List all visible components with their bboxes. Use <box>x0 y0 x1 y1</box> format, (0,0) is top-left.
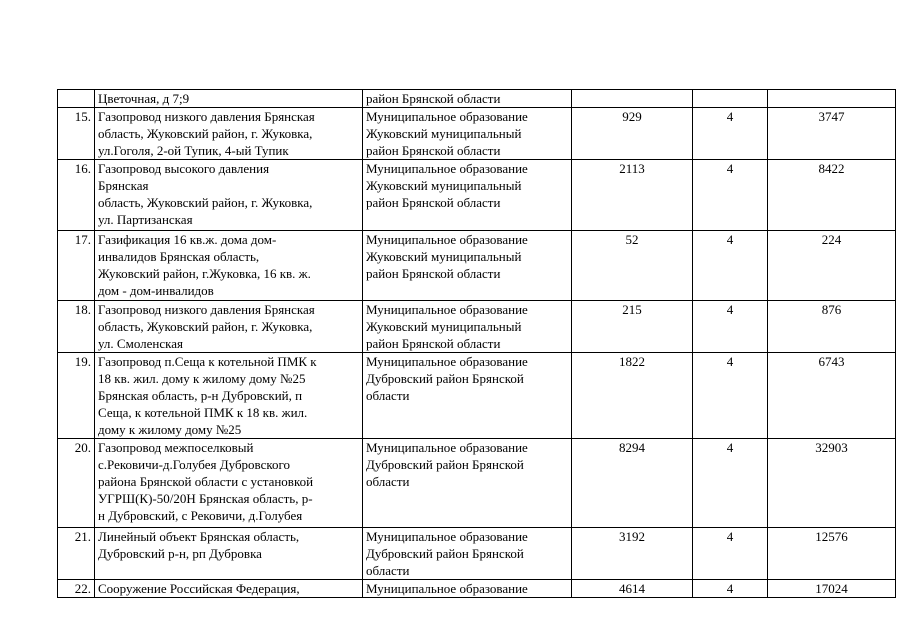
value-cell <box>693 90 768 108</box>
owner-cell-line: Муниципальное образование <box>366 581 528 596</box>
object-name-cell-line: Сооружение Российская Федерация, <box>98 581 300 596</box>
object-name-cell-line: дом - дом-инвалидов <box>98 283 214 298</box>
owner-cell <box>363 90 572 108</box>
object-name-cell-line: ул.Гоголя, 2-ой Тупик, 4-ый Тупик <box>98 143 289 158</box>
object-name-cell-line: Газификация 16 кв.ж. дома дом- <box>98 232 277 247</box>
object-name-cell <box>95 528 363 580</box>
owner-cell-line: Муниципальное образование <box>366 161 528 176</box>
total-cell: 32903 <box>768 439 896 528</box>
total-cell: 12576 <box>768 528 896 580</box>
value-cell: 4 <box>693 231 768 301</box>
object-name-cell-line: Дубровский р-н, рп Дубровка <box>98 546 262 561</box>
object-name-cell <box>95 231 363 301</box>
object-name-cell-line: область, Жуковский район, г. Жуковка, <box>98 319 313 334</box>
owner-cell <box>363 160 572 231</box>
row-number-cell: 17. <box>58 231 95 301</box>
object-name-cell-line: 18 кв. жил. дому к жилому дому №25 <box>98 371 306 386</box>
total-cell: 876 <box>768 301 896 353</box>
owner-cell <box>363 353 572 439</box>
row-number-cell: 22. <box>58 580 95 598</box>
row-number-cell: 20. <box>58 439 95 528</box>
registry-table <box>57 89 896 598</box>
owner-cell-line: район Брянской области <box>366 195 501 210</box>
object-name-cell-line: Линейный объект Брянская область, <box>98 529 300 544</box>
owner-cell-line: Муниципальное образование <box>366 354 528 369</box>
object-name-cell-line: Цветочная, д 7;9 <box>98 91 190 106</box>
object-name-cell-line: УГРШ(К)-50/20Н Брянская область, р- <box>98 491 313 506</box>
value-cell: 4 <box>693 580 768 598</box>
total-cell <box>768 90 896 108</box>
owner-cell-line: Муниципальное образование <box>366 302 528 317</box>
object-name-cell-line: Газопровод низкого давления Брянская <box>98 109 315 124</box>
table-row <box>58 439 896 528</box>
owner-cell-line: район Брянской области <box>366 91 501 106</box>
object-name-cell <box>95 580 363 598</box>
owner-cell-line: Муниципальное образование <box>366 529 528 544</box>
object-name-cell-line: Газопровод п.Сеща к котельной ПМК к <box>98 354 317 369</box>
owner-cell-line: Жуковский муниципальный <box>366 319 522 334</box>
object-name-cell-line: ул. Смоленская <box>98 336 183 351</box>
owner-cell-line: Муниципальное образование <box>366 440 528 455</box>
object-name-cell-line: ул. Партизанская <box>98 212 193 227</box>
area-cell <box>572 90 693 108</box>
table-row <box>58 231 896 301</box>
value-cell: 4 <box>693 160 768 231</box>
table-row <box>58 90 896 108</box>
total-cell: 8422 <box>768 160 896 231</box>
total-cell: 3747 <box>768 108 896 160</box>
area-cell: 3192 <box>572 528 693 580</box>
owner-cell-line: Дубровский район Брянской <box>366 371 524 386</box>
table-row <box>58 108 896 160</box>
total-cell: 17024 <box>768 580 896 598</box>
owner-cell <box>363 231 572 301</box>
area-cell: 4614 <box>572 580 693 598</box>
owner-cell <box>363 528 572 580</box>
object-name-cell-line: с.Рековичи-д.Голубея Дубровского <box>98 457 291 472</box>
owner-cell-line: Жуковский муниципальный <box>366 178 522 193</box>
object-name-cell <box>95 439 363 528</box>
table-row <box>58 160 896 231</box>
owner-cell-line: район Брянской области <box>366 143 501 158</box>
row-number-cell: 16. <box>58 160 95 231</box>
owner-cell-line: район Брянской области <box>366 336 501 351</box>
object-name-cell <box>95 353 363 439</box>
area-cell: 1822 <box>572 353 693 439</box>
owner-cell <box>363 108 572 160</box>
value-cell: 4 <box>693 439 768 528</box>
object-name-cell-line: дому к жилому дому №25 <box>98 422 242 437</box>
object-name-cell-line: района Брянской области с установкой <box>98 474 314 489</box>
owner-cell-line: Дубровский район Брянской <box>366 546 524 561</box>
object-name-cell-line: Газопровод высокого давления <box>98 161 270 176</box>
object-name-cell-line: область, Жуковский район, г. Жуковка, <box>98 126 313 141</box>
value-cell: 4 <box>693 108 768 160</box>
owner-cell <box>363 580 572 598</box>
area-cell: 2113 <box>572 160 693 231</box>
object-name-cell-line: н Дубровский, с Рековичи, д.Голубея <box>98 508 303 523</box>
total-cell: 6743 <box>768 353 896 439</box>
object-name-cell <box>95 108 363 160</box>
owner-cell-line: области <box>366 474 410 489</box>
object-name-cell <box>95 301 363 353</box>
owner-cell <box>363 439 572 528</box>
object-name-cell-line: инвалидов Брянская область, <box>98 249 260 264</box>
row-number-cell: 19. <box>58 353 95 439</box>
row-number-cell <box>58 90 95 108</box>
owner-cell-line: области <box>366 563 410 578</box>
owner-cell-line: Муниципальное образование <box>366 232 528 247</box>
area-cell: 8294 <box>572 439 693 528</box>
value-cell: 4 <box>693 528 768 580</box>
area-cell: 929 <box>572 108 693 160</box>
owner-cell-line: области <box>366 388 410 403</box>
object-name-cell-line: Газопровод низкого давления Брянская <box>98 302 315 317</box>
object-name-cell-line: Брянская область, р-н Дубровский, п <box>98 388 303 403</box>
table-row <box>58 528 896 580</box>
area-cell: 52 <box>572 231 693 301</box>
object-name-cell <box>95 90 363 108</box>
owner-cell-line: район Брянской области <box>366 266 501 281</box>
owner-cell-line: Жуковский муниципальный <box>366 126 522 141</box>
object-name-cell <box>95 160 363 231</box>
object-name-cell-line: Жуковский район, г.Жуковка, 16 кв. ж. <box>98 266 311 281</box>
object-name-cell-line: Сеща, к котельной ПМК к 18 кв. жил. <box>98 405 308 420</box>
owner-cell <box>363 301 572 353</box>
object-name-cell-line: Брянская <box>98 178 149 193</box>
table-row <box>58 301 896 353</box>
row-number-cell: 18. <box>58 301 95 353</box>
table-row <box>58 580 896 598</box>
total-cell: 224 <box>768 231 896 301</box>
area-cell: 215 <box>572 301 693 353</box>
owner-cell-line: Дубровский район Брянской <box>366 457 524 472</box>
value-cell: 4 <box>693 301 768 353</box>
row-number-cell: 15. <box>58 108 95 160</box>
value-cell: 4 <box>693 353 768 439</box>
row-number-cell: 21. <box>58 528 95 580</box>
owner-cell-line: Жуковский муниципальный <box>366 249 522 264</box>
object-name-cell-line: область, Жуковский район, г. Жуковка, <box>98 195 313 210</box>
object-name-cell-line: Газопровод межпоселковый <box>98 440 254 455</box>
table-row <box>58 353 896 439</box>
table-body <box>58 90 896 598</box>
owner-cell-line: Муниципальное образование <box>366 109 528 124</box>
